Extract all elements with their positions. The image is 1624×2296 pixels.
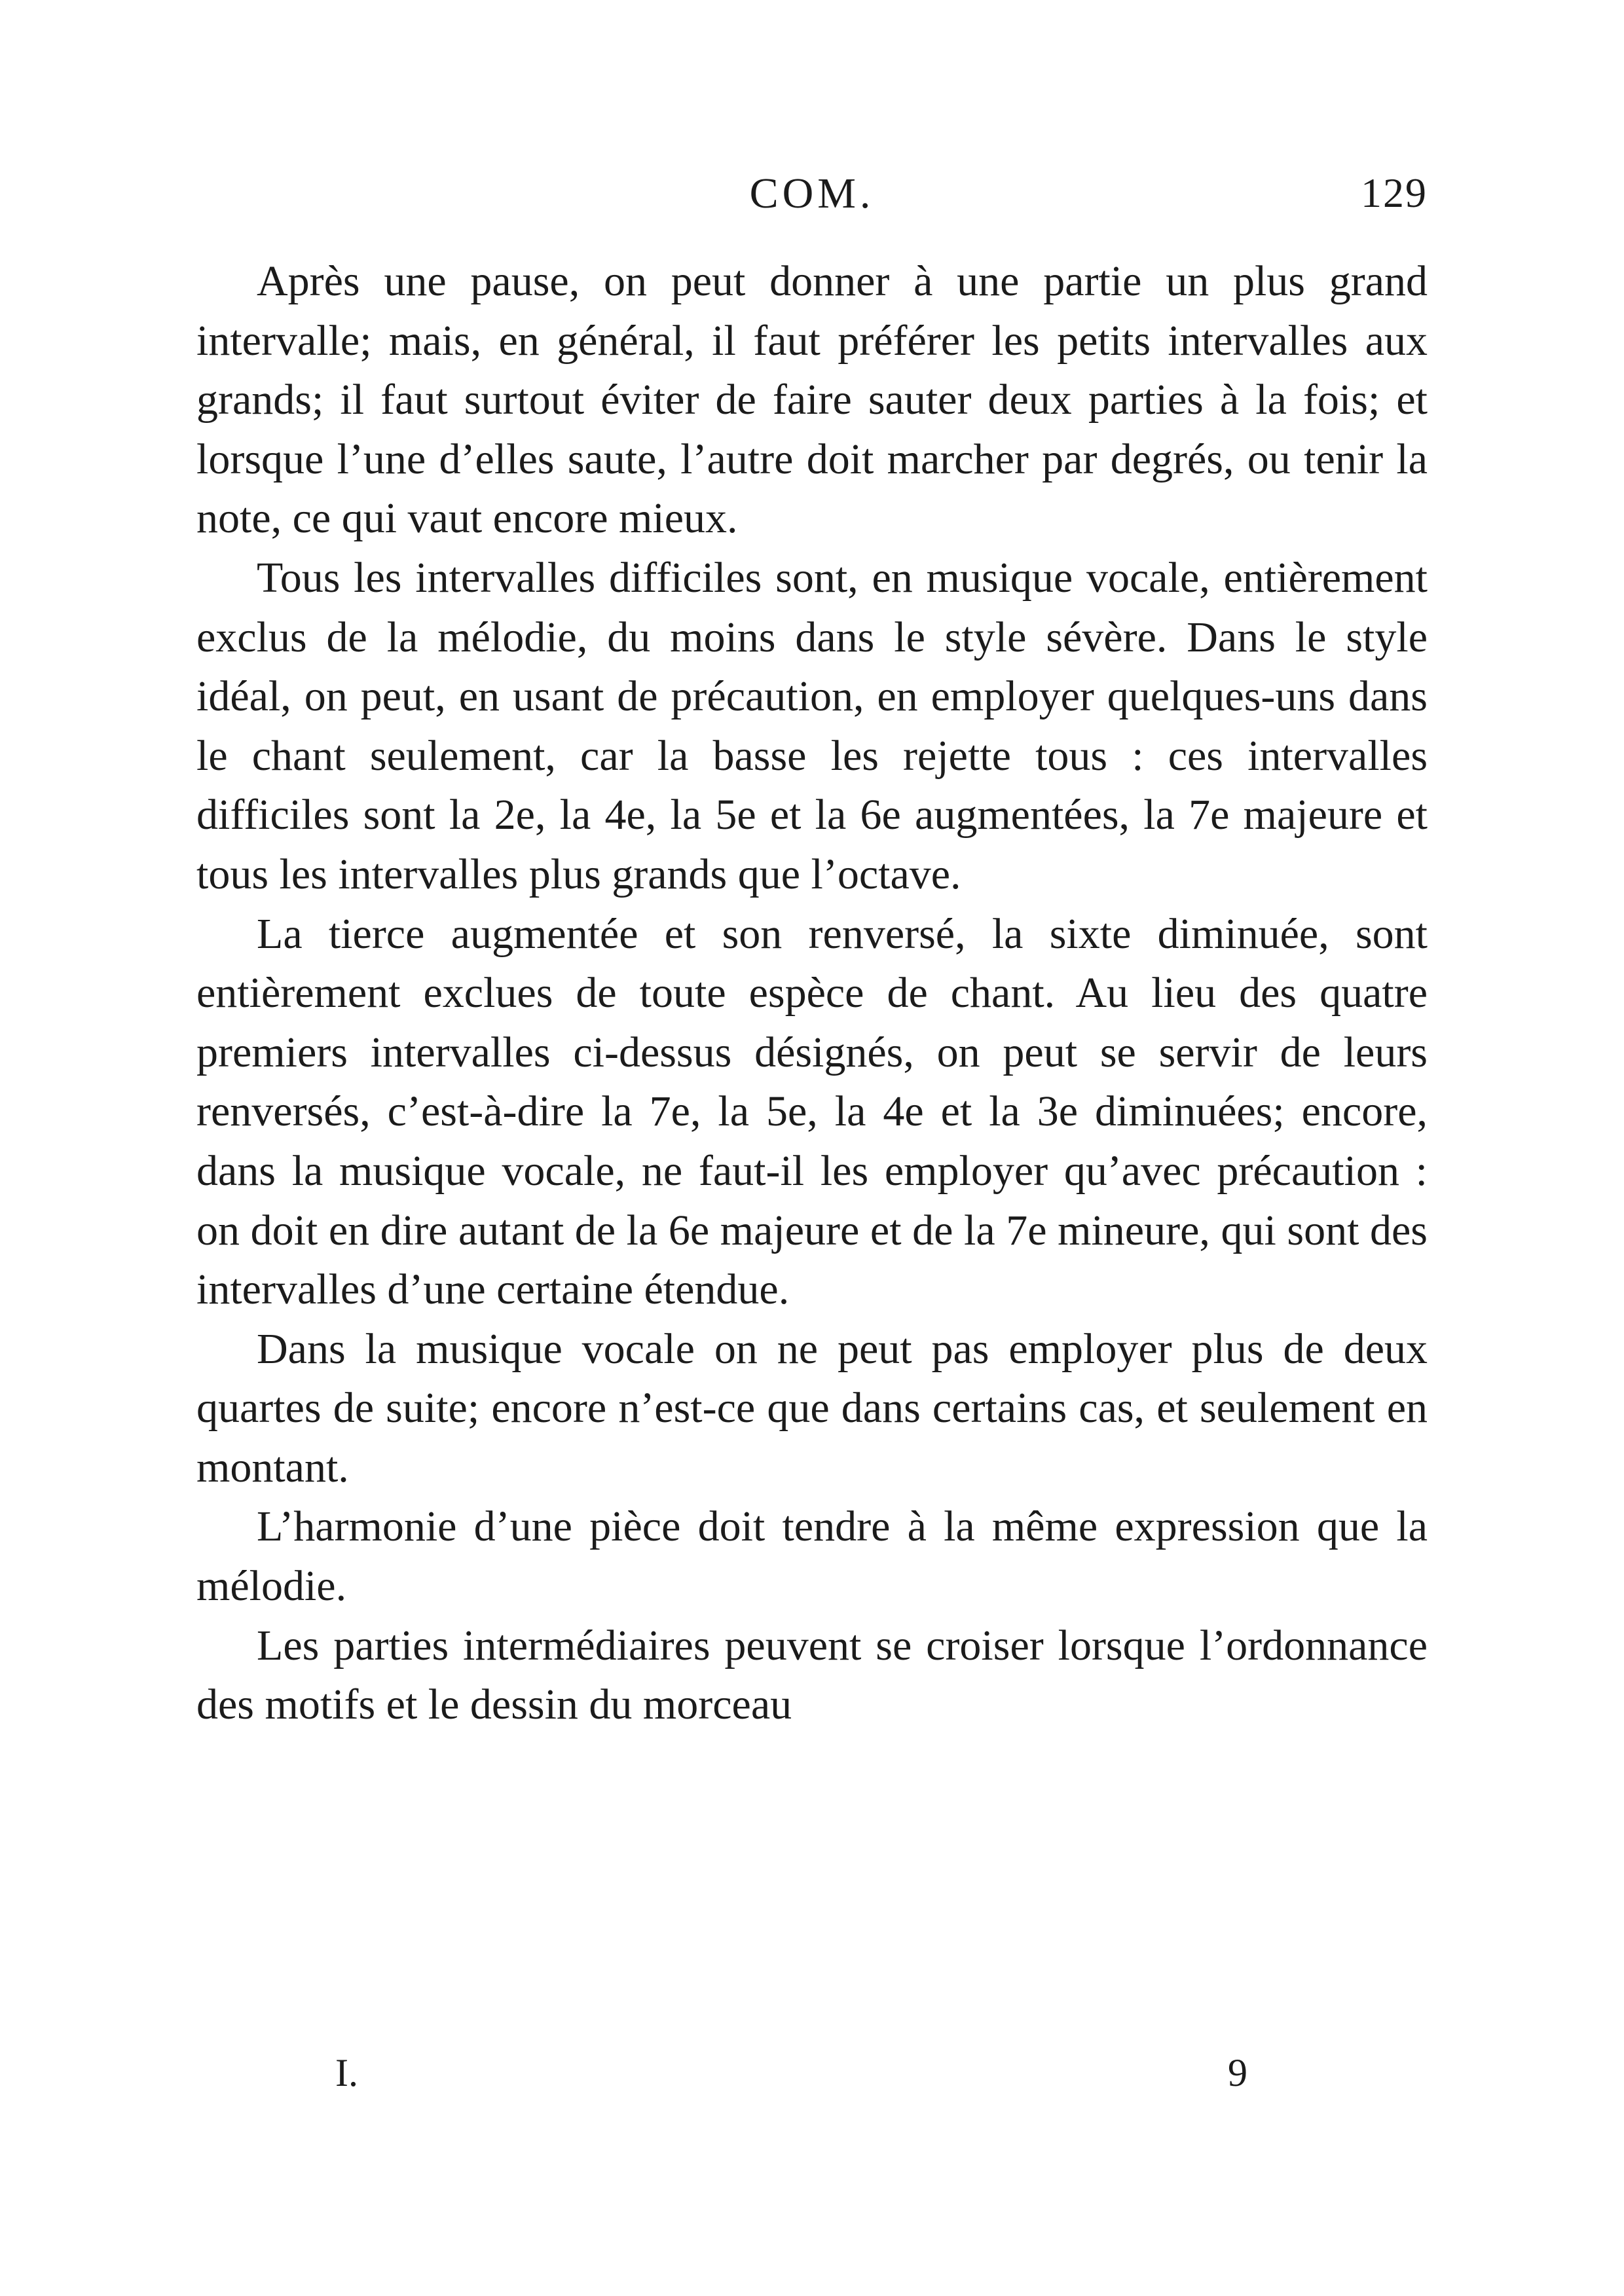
paragraph: Les parties intermédiaires peuvent se croiser lorsque l’ordonnance des motifs et le dessin du morceau	[196, 1621, 1428, 1729]
paragraph: Tous les intervalles difficiles sont, en musique vocale, entièrement exclus de la mélodie, du moins dans le style sévère. Dans le style idéal, on peut, en usant de précaution, en employer quelques-uns dans le chant seulement, car la basse les rejette tous : ces intervalles difficiles sont la 2e, la 4e, la 5e et la 6e augmentées, la 7e majeure et tous les intervalles plus grands que l’octave.	[196, 553, 1428, 898]
gathering-number: 9	[1228, 2051, 1247, 2094]
signature-mark: I.	[335, 2051, 358, 2094]
running-title: COM.	[749, 170, 875, 217]
page-number: 129	[1361, 170, 1428, 216]
body-text	[196, 252, 1428, 1735]
paragraph: Dans la musique vocale on ne peut pas employer plus de deux quartes de suite; encore n’est-ce que dans certains cas, et seulement en montant.	[196, 1324, 1428, 1491]
page-footer	[196, 2050, 1428, 2103]
running-head	[196, 169, 1428, 228]
paragraph: La tierce augmentée et son renversé, la sixte diminuée, sont entièrement exclues de toute espèce de chant. Au lieu des quatre premiers intervalles ci-dessus désignés, on peut se servir de leurs renversés, c’est-à-dire la 7e, la 5e, la 4e et la 3e diminuées; encore, dans la musique vocale, ne faut-il les employer qu’avec précaution : on doit en dire autant de la 6e majeure et de la 7e mineure, qui sont des intervalles d’une certaine étendue.	[196, 909, 1428, 1314]
paragraph: L’harmonie d’une pièce doit tendre à la même expression que la mélodie.	[196, 1503, 1428, 1611]
paragraph: Après une pause, on peut donner à une partie un plus grand intervalle; mais, en général, il faut préférer les petits intervalles aux grands; il faut surtout éviter de faire sauter deux parties à la fois; et lorsque l’une d’elles saute, l’autre doit marcher par degrés, ou tenir la note, ce qui vaut encore mieux.	[196, 257, 1428, 543]
